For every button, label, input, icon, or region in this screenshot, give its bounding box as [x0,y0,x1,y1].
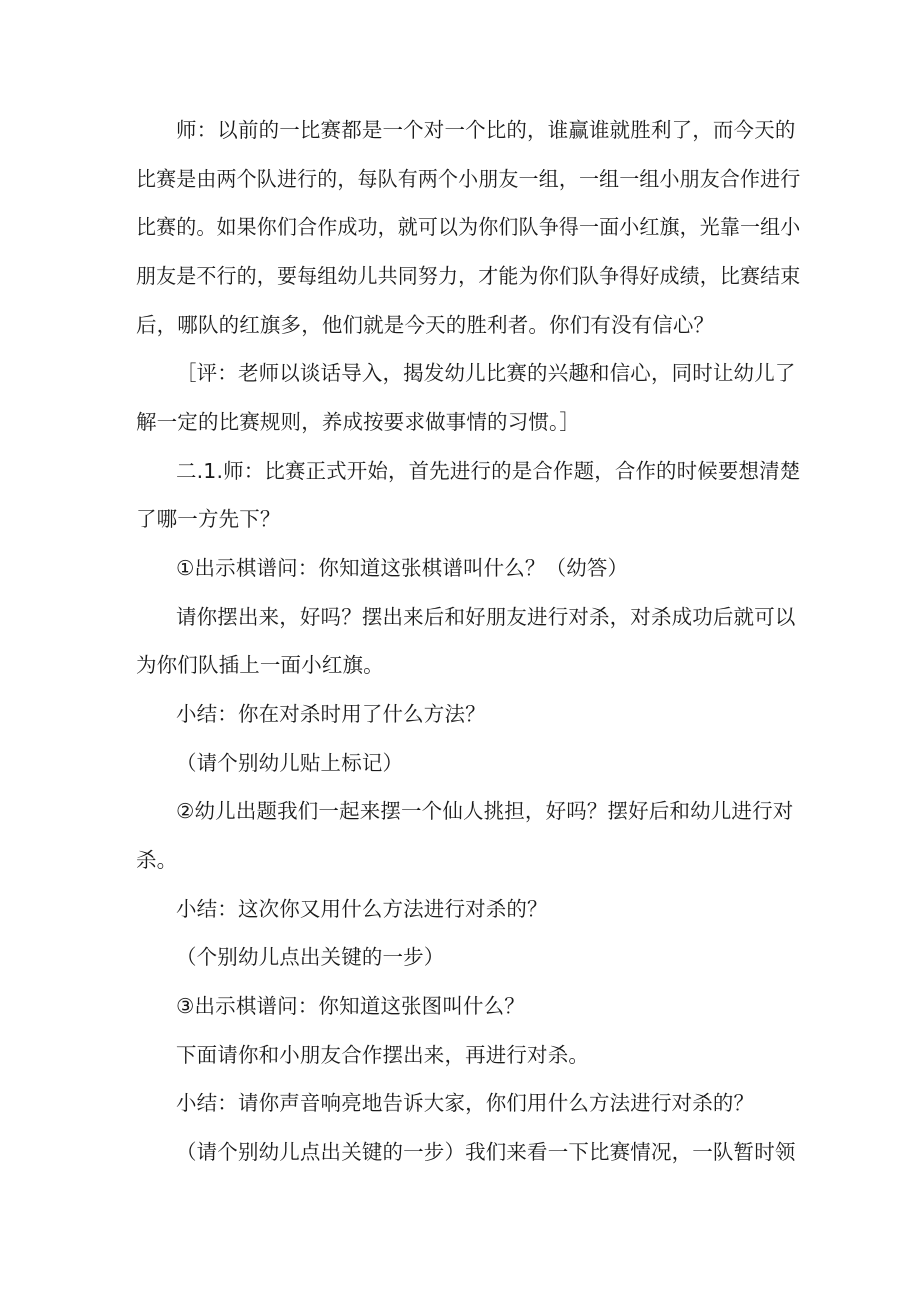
text-line: 杀。 [136,848,178,872]
text-line: 为你们队插上一面小红旗。 [136,653,384,677]
text-line: 二.1.师：比赛正式开始，首先进行的是合作题，合作的时候要想清楚 [176,459,801,483]
text-line: ③出示棋谱问：你知道这张图叫什么？ [176,994,525,1018]
text-line: 后，哪队的红旗多，他们就是今天的胜利者。你们有没有信心？ [136,313,715,337]
text-line: （个别幼儿点出关键的一步） [176,945,445,969]
text-line: ①出示棋谱问：你知道这张棋谱叫什么？（幼答） [176,556,629,580]
text-line: 小结：这次你又用什么方法进行对杀的？ [176,897,548,921]
text-line: ②幼儿出题我们一起来摆一个仙人挑担，好吗？摆好后和幼儿进行对 [176,799,794,823]
text-line: （请个别幼儿贴上标记） [176,751,404,775]
text-line: ［评：老师以谈话导入，揭发幼儿比赛的兴趣和信心，同时让幼儿了 [176,361,796,385]
text-line: 小结：请你声音响亮地告诉大家，你们用什么方法进行对杀的？ [176,1091,755,1115]
text-line: 小结：你在对杀时用了什么方法？ [176,702,486,726]
text-line: （请个别幼儿点出关键的一步）我们来看一下比赛情况，一队暂时领 [176,1140,796,1164]
text-line: 朋友是不行的，要每组幼儿共同努力，才能为你们队争得好成绩，比赛结束 [136,264,801,288]
text-line: 请你摆出来，好吗？摆出来后和好朋友进行对杀，对杀成功后就可以 [176,605,796,629]
text-line: 了哪一方先下？ [136,507,281,531]
text-line: 比赛是由两个队进行的，每队有两个小朋友一组，一组一组小朋友合作进行 [136,167,801,191]
text-line: 比赛的。如果你们合作成功，就可以为你们队争得一面小红旗，光靠一组小 [136,215,801,239]
text-line: 下面请你和小朋友合作摆出来，再进行对杀。 [176,1043,589,1067]
text-line: 师：以前的一比赛都是一个对一个比的，谁赢谁就胜利了，而今天的 [176,118,796,142]
text-line: 解一定的比赛规则，养成按要求做事情的习惯。］ [136,410,581,434]
